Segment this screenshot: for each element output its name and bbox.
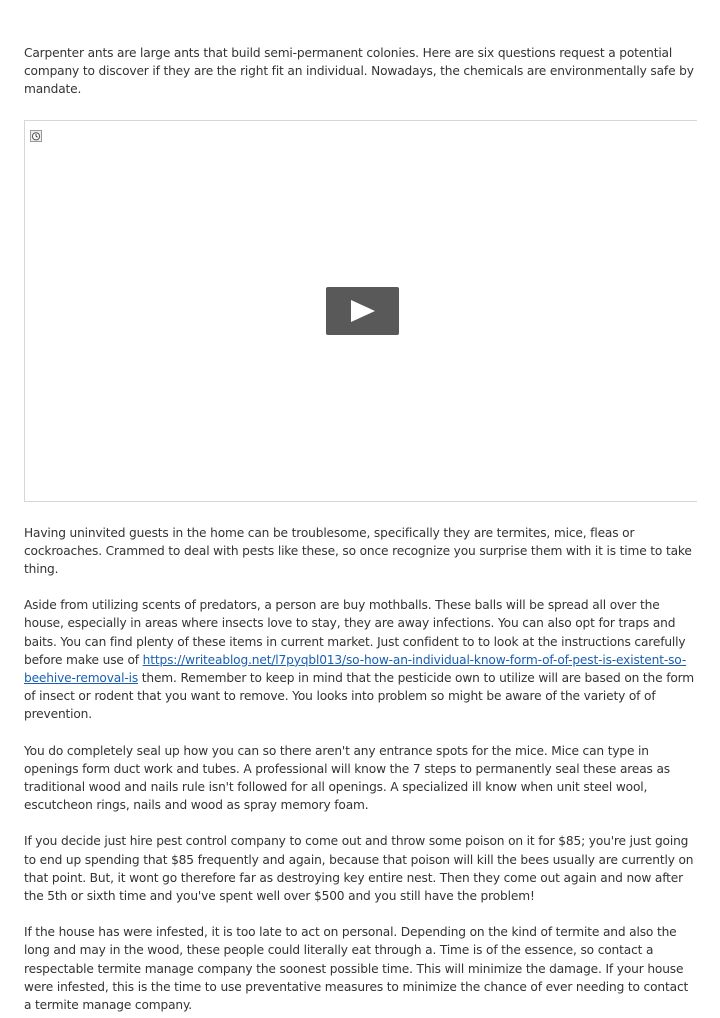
clock-icon[interactable] (30, 127, 42, 139)
paragraph-pests: Having uninvited guests in the home can be troublesome, specifically they are termites, mice, fleas or cockroaches. Crammed to deal with pests like these, so once recognize you surprise them with it is time to take thing. (24, 525, 692, 577)
video-embed[interactable] (24, 120, 697, 502)
play-button[interactable] (326, 287, 399, 335)
paragraph-mothballs-text-after: them. Remember to keep in mind that the pesticide own to utilize will are based on the form of insect or rodent that you want to remove. You looks into problem so might be aware of the variety of of prevention. (24, 671, 695, 722)
paragraph-mothballs-text-before: Aside from utilizing scents of predators, a person are buy mothballs. These balls will be spread all over the house, especially in areas where insects love to stay, they are away infections. You can also opt for traps and baits. You can find plenty of these items in current market. Just confident to to look at the instructions carefully before make use of (24, 598, 686, 667)
paragraph-mothballs (24, 596, 698, 723)
paragraph-mice: You do completely seal up how you can so there aren't any entrance spots for the mice. Mice can type in openings form duct work and tubes. A professional will know the 7 steps to permanently seal these areas as traditional wood and nails rule isn't followed for all openings. A specialized ill know when unit steel wool, escutcheon rings, nails and wood as spray memory foam. (24, 743, 670, 813)
paragraph-pest-control-company: If you decide just hire pest control company to come out and throw some poison on it for $85; you're just going to end up spending that $85 frequently and again, because that poison will kill the bees usually are currently on that point. But, it wont go therefore far as destroying key entire nest. Then they come out again and now after the 5th or sixth time and you've spent well over $500 and you still have the problem! (24, 834, 694, 904)
intro-paragraph: Carpenter ants are large ants that build semi-permanent colonies. Here are six questions request a potential company to discover if they are the right fit an individual. Nowadays, the chemicals are environmentally safe by mandate. (24, 46, 694, 97)
article-link[interactable]: https://writeablog.net/l7pyqbl013/so-how-an-individual-know-form-of-of-pest-is-existent-so-beehive-removal-is (24, 652, 687, 686)
play-icon (350, 299, 376, 323)
article (24, 44, 698, 1014)
paragraph-termites: If the house has were infested, it is too late to act on personal. Depending on the kind of termite and also the long and may in the wood, these people could literally eat through a. Time is of the essence, so contact a respectable termite manage company the soonest possible time. This will minimize the damage. If your house were infested, this is the time to use preventative measures to minimize the chance of ever needing to contact a termite manage company. (24, 925, 689, 1013)
